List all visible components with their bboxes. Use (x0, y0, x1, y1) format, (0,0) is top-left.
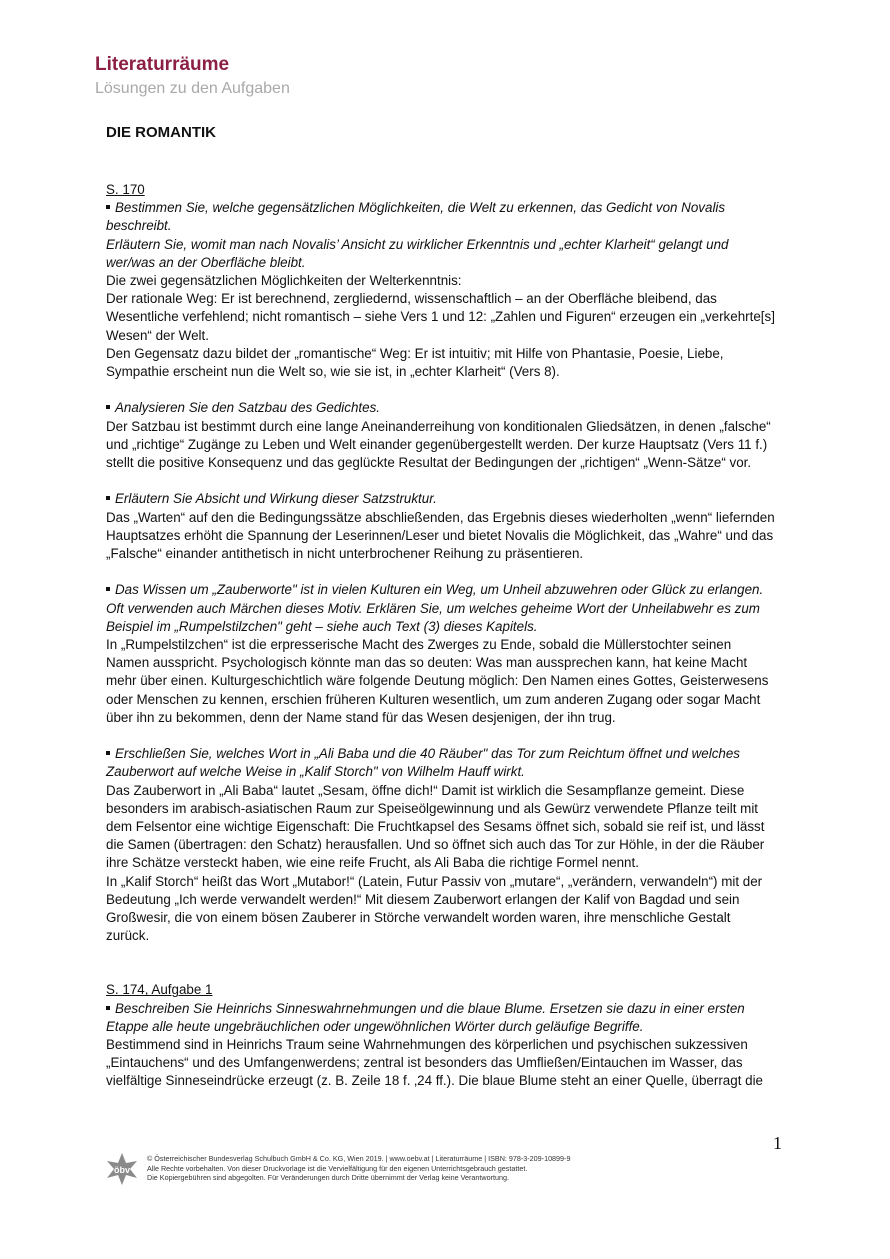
task-answer: Der rationale Weg: Er ist berechnend, zergliedernd, wissenschaftlich – an der Oberfläche bleibend, das Wesentliche verfehlend; nicht romantisch – siehe Vers 1 und 12: „Zahlen und Figuren“ erzeugen ein „verkehrte[s] Wesen“ der Welt. (106, 291, 775, 343)
page-reference: S. 174, Aufgabe 1 (106, 982, 213, 998)
task-question: Erläutern Sie, womit man nach Novalis’ Ansicht zu wirklicher Erkenntnis und „echter Klarheit“ gelangt und wer/was an der Oberfläche bleibt. (106, 236, 729, 270)
bullet-icon (106, 587, 110, 591)
task-question: Beschreiben Sie Heinrichs Sinneswahrnehmungen und die blaue Blume. Ersetzen sie dazu in einer ersten Etappe alle heute ungebräuchlichen oder ungewöhnlichen Wörter durch geläufige Begriffe. (106, 1000, 745, 1034)
task-question: Analysieren Sie den Satzbau des Gedichtes. (106, 399, 776, 417)
chapter-title: DIE ROMANTIK (106, 124, 216, 141)
task-answer: In „Kalif Storch“ heißt das Wort „Mutabor!“ (Latein, Futur Passiv von „mutare“, „verändern, verwandeln“) mit der Bedeutung „Ich werde verwandelt werden!“ Mit diesem Zauberwort erlangen der Kalif von Bagdad und sein Großwesir, die von einem bösen Zauberer in Störche verwandelt worden waren, ihre menschliche Gestalt zurück. (106, 873, 763, 944)
task-block (106, 581, 776, 727)
publisher-logo-icon (104, 1151, 140, 1187)
bullet-icon (106, 205, 110, 209)
brand-subtitle: Lösungen zu den Aufgaben (95, 80, 290, 97)
task-answer: In „Rumpelstilzchen“ ist die erpresserische Macht des Zwerges zu Ende, sobald die Müllerstochter seinen Namen ausspricht. Psychologisch könnte man das so deuten: Was man aussprechen kann, hat keine Macht mehr über einen. Kulturgeschichtlich wäre folgende Deutung möglich: Den Namen eines Gottes, Geisterwesens oder Menschen zu kennen, erschien früheren Kulturen wesentlich, um zum anderen Zugang oder sogar Macht über ihn zu bekommen, denn der Name stand für das Wesen desjenigen, der ihn trug. (106, 637, 769, 725)
task-answer: Der Satzbau ist bestimmt durch eine lange Aneinanderreihung von konditionalen Gliedsätzen, in denen „falsche“ und „richtige“ Zugänge zu Leben und Welt einander gegenübergestellt werden. Der kurze Hauptsatz (Vers 11 f.) stellt die positive Konsequenz und das geglückte Resultat der Bedingungen der „richtigen“ „Wenn-Sätze“ vor. (106, 418, 771, 471)
svg-text:öbv: öbv (113, 1165, 131, 1175)
task-block (106, 399, 776, 472)
task-answer: Das Zauberwort in „Ali Baba“ lautet „Sesam, öffne dich!“ Damit ist wirklich die Sesampflanze gemeint. Diese besonders im arabisch-asiatischen Raum zur Speiseölgewinnung und als Gewürz verwendete Pflanze teilt mit dem Felsentor eine wichtige Eigenschaft: Die Fruchtkapsel des Sesams öffnet sich, sobald sie reif ist, und lässt die Samen (übertragen: den Schatz) herausfallen. Und so öffnet sich auch das Tor zur Höhle, in der die Räuber ihre Schätze versteckt haben, wie eine reife Frucht, als Ali Baba die richtige Formel nennt. (106, 782, 765, 871)
task-answer: Die zwei gegensätzlichen Möglichkeiten der Welterkenntnis: (106, 273, 462, 289)
bullet-icon (106, 496, 110, 500)
task-question: Bestimmen Sie, welche gegensätzlichen Möglichkeiten, die Welt zu erkennen, das Gedicht von Novalis beschreibt. (106, 200, 726, 234)
task-answer: Den Gegensatz dazu bildet der „romantische“ Weg: Er ist intuitiv; mit Hilfe von Phantasie, Poesie, Liebe, Sympathie erscheint nun die Welt so, wie sie ist, in „echter Klarheit“ (Vers 8). (106, 345, 724, 380)
task-block (106, 745, 776, 945)
bullet-icon (106, 1006, 110, 1010)
footer-copyright: © Österreichischer Bundesverlag Schulbuch GmbH & Co. KG, Wien 2019. | www.oebv.at | Literaturräume | ISBN: 978-3-209-10899-9 Alle Rechte vorbehalten. Von dieser Druckvorlage ist die Vervielfältigung für den eigenen Unterrichtsgebrauch gestattet. Die Kopiergebühren sind abgegolten. Für Veränderungen durch Dritte übernimmt der Verlag keine Verantwortung. (147, 1154, 571, 1183)
task-block (106, 1000, 776, 1091)
task-block (106, 490, 776, 563)
page-reference: S. 170 (106, 182, 145, 197)
task-block (106, 199, 776, 381)
task-answer: Das „Warten“ auf den die Bedingungssätze abschließenden, das Ergebnis dieses wiederholten „wenn“ liefernden Hauptsatzes erhöht die Spannung der Leserinnen/Leser und bietet Novalis die Möglichkeit, das „Wahre“ und das „Falsche“ einander antithetisch in nicht unterbrochener Reihung zu präsentieren. (106, 509, 775, 562)
task-answer: Bestimmend sind in Heinrichs Traum seine Wahrnehmungen des körperlichen und psychischen sukzessiven „Eintauchens“ und des Umfangenwerdens; zentral ist besonders das Umfließen/Eintauchen im Wasser, das vielfältige Sinneseindrücke erzeugt (z. B. Zeile 18 f. ‚24 ff.). Die blaue Blume steht an einer Quelle, überragt die (106, 1037, 763, 1089)
brand-title: Literaturräume (95, 54, 230, 75)
bullet-icon (106, 405, 110, 409)
page-number: 1 (773, 1133, 782, 1153)
document-body (106, 181, 776, 1091)
task-question: Das Wissen um „Zauberworte" ist in vielen Kulturen ein Weg, um Unheil abzuwehren oder Glück zu erlangen. Oft verwenden auch Märchen dieses Motiv. Erklären Sie, um welches geheime Wort der Unheilabwehr es zum Beispiel im „Rumpelstilzchen" geht – siehe auch Text (3) dieses Kapitels. (106, 582, 764, 634)
task-question: Erschließen Sie, welches Wort in „Ali Baba und die 40 Räuber" das Tor zum Reichtum öffnet und welches Zauberwort auf welche Weise in „Kalif Storch" von Wilhelm Hauff wirkt. (106, 746, 740, 780)
bullet-icon (106, 751, 110, 755)
task-question: Erläutern Sie Absicht und Wirkung dieser Satzstruktur. (106, 490, 776, 508)
